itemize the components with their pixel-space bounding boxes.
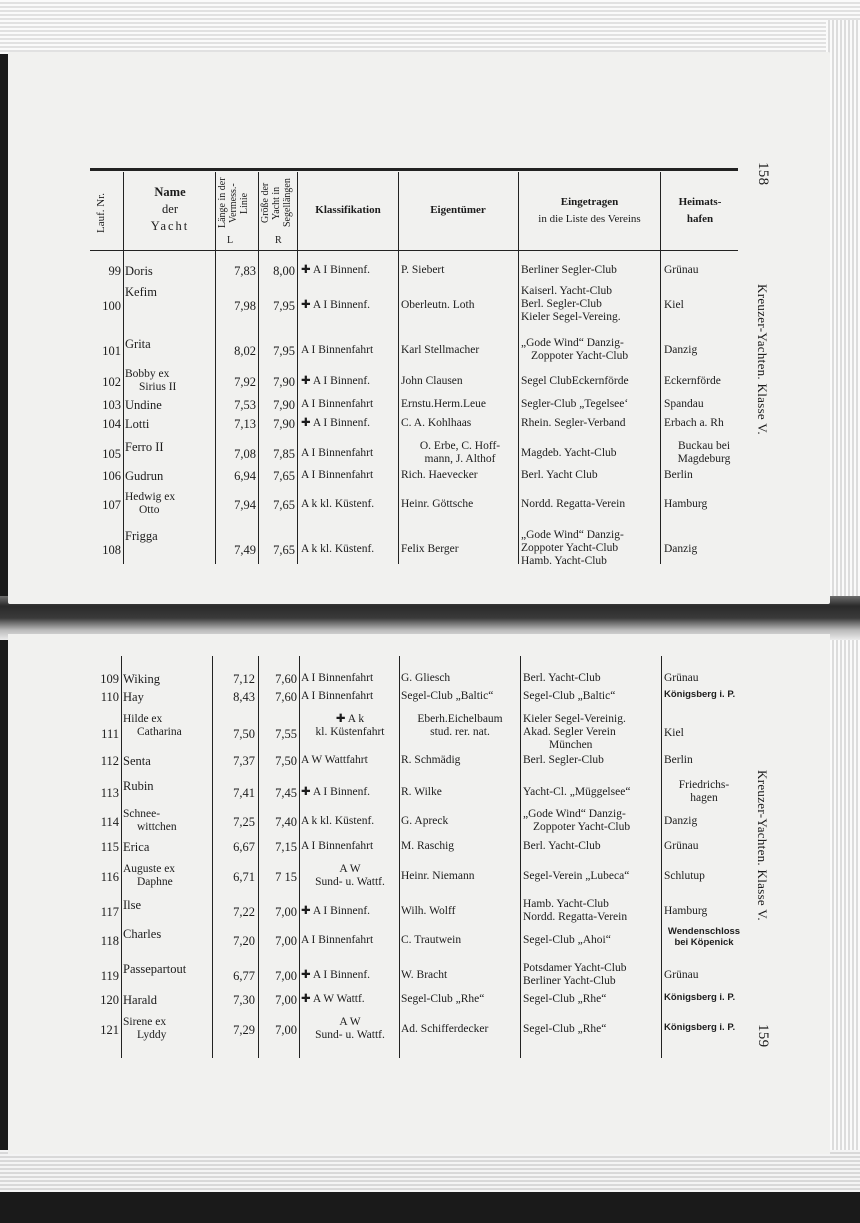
cell-r: 7,40 [275, 815, 297, 829]
cell-verein: Segel-Club „Baltic“ [523, 690, 616, 702]
cell-l: 6,77 [233, 969, 255, 983]
cell-klass: A I Binnenfahrt [301, 840, 374, 852]
cell-r: 7,65 [273, 469, 295, 483]
cell-r: 7,50 [275, 754, 297, 768]
cell-nr: 100 [102, 299, 121, 313]
cell-owner: G. Apreck [401, 815, 449, 827]
cell-owner: Karl Stellmacher [401, 344, 480, 356]
cell-klass: ✚ A I Binnenf. [301, 786, 371, 798]
cell-hafen: Königsberg i. P. [664, 1022, 736, 1033]
cell-nr: 113 [100, 786, 119, 800]
cell-verein: Berl. Yacht-Club [523, 840, 601, 852]
header-klassifikation: Klassifikation [315, 204, 381, 216]
cell-hafen: Grünau [664, 264, 699, 276]
cell-nr: 116 [100, 870, 119, 884]
cell-r: 7,55 [275, 727, 297, 741]
cell-l: 8,02 [234, 344, 256, 358]
cell-hafen: Berlin [664, 469, 693, 481]
cell-nr: 101 [102, 344, 121, 358]
cell-owner: P. Siebert [401, 264, 445, 276]
cell-hafen: Kiel [664, 727, 684, 739]
cell-owner: Heinr. Niemann [401, 870, 475, 882]
header-groesse: Größe der Yacht in Segellängen R [260, 178, 293, 246]
cell-klass: A W Sund- u. Wattf. [315, 1016, 385, 1041]
cell-owner: R. Schmädig [401, 754, 461, 766]
cell-l: 8,43 [233, 690, 255, 704]
cell-hafen: Schlutup [664, 870, 705, 882]
cell-klass: A W Sund- u. Wattf. [315, 863, 385, 888]
cell-klass: ✚ A I Binnenf. [301, 969, 371, 981]
cell-r: 7 15 [275, 870, 297, 884]
cell-nr: 103 [102, 398, 121, 412]
cell-name: Harald [123, 993, 158, 1007]
header-lauf-nr: Lauf. Nr. [95, 193, 107, 234]
cell-l: 7,50 [233, 727, 255, 741]
cell-nr: 114 [100, 815, 119, 829]
cell-l: 7,12 [233, 672, 255, 686]
book-edge-top [0, 0, 860, 54]
cell-name: Ilse [123, 898, 142, 912]
cell-owner: G. Gliesch [401, 672, 451, 684]
cell-hafen: Erbach a. Rh [664, 417, 724, 429]
cell-owner: John Clausen [401, 375, 463, 387]
cell-owner: Heinr. Göttsche [401, 498, 474, 510]
cell-owner: Eberh.Eichelbaum stud. rer. nat. [417, 713, 503, 738]
cell-klass: A I Binnenfahrt [301, 672, 374, 684]
cell-name: Bobby ex Sirius II [125, 368, 177, 393]
cell-r: 7,60 [275, 672, 297, 686]
cell-owner: M. Raschig [401, 840, 455, 852]
cell-verein: Segel-Verein „Lubeca“ [523, 870, 630, 882]
cell-owner: C. A. Kohlhaas [401, 417, 472, 429]
header-heimatshafen: Heimats- hafen [678, 196, 722, 225]
cell-r: 7,00 [275, 993, 297, 1007]
page-159 [8, 634, 830, 1154]
cell-l: 7,22 [233, 905, 255, 919]
cell-nr: 119 [100, 969, 119, 983]
cell-r: 7,95 [273, 344, 295, 358]
cell-klass: A I Binnenfahrt [301, 447, 374, 459]
cell-klass: ✚ A I Binnenf. [301, 905, 371, 917]
page-number-158: 158 [755, 162, 771, 186]
cell-verein: Kaiserl. Yacht-Club Berl. Segler-Club Kieler Segel-Vereing. [521, 285, 621, 323]
cell-nr: 105 [102, 447, 121, 461]
cell-r: 7,00 [275, 905, 297, 919]
cell-klass: A k kl. Küstenf. [301, 498, 375, 510]
cell-klass: ✚ A k kl. Küstenfahrt [315, 713, 385, 738]
header-bottom-rule [90, 250, 738, 251]
cell-nr: 117 [100, 905, 119, 919]
cell-l: 7,92 [234, 375, 256, 389]
cell-owner: Felix Berger [401, 543, 459, 555]
header-eigentuemer: Eigentümer [430, 204, 486, 216]
cell-verein: „Gode Wind“ Danzig- Zoppoter Yacht-Club [523, 808, 631, 833]
cell-hafen: Danzig [664, 543, 698, 555]
cell-name: Frigga [125, 529, 158, 543]
cell-name: Rubin [123, 779, 154, 793]
cell-nr: 120 [100, 993, 119, 1007]
cell-verein: „Gode Wind“ Danzig- Zoppoter Yacht-Club [521, 337, 629, 362]
cell-hafen: Kiel [664, 299, 684, 311]
cell-klass: ✚ A I Binnenf. [301, 375, 371, 387]
header-top-rule [90, 168, 738, 171]
cell-hafen: Königsberg i. P. [664, 992, 736, 1003]
header-eingetragen: Eingetragen in die Liste des Vereins [538, 196, 641, 225]
cell-hafen: Hamburg [664, 498, 708, 510]
cell-owner: O. Erbe, C. Hoff- mann, J. Althof [419, 440, 501, 465]
cell-verein: Nordd. Regatta-Verein [521, 498, 626, 510]
cell-nr: 108 [102, 543, 121, 557]
cell-verein: Magdeb. Yacht-Club [521, 447, 617, 459]
cell-verein: Potsdamer Yacht-Club Berliner Yacht-Club [523, 962, 627, 987]
cell-owner: Rich. Haevecker [401, 469, 478, 481]
cell-l: 7,29 [233, 1023, 255, 1037]
cell-verein: „Gode Wind“ Danzig- Zoppoter Yacht-Club Hamb. Yacht-Club [521, 529, 624, 567]
cell-r: 7,65 [273, 543, 295, 557]
cell-hafen: Friedrichs- hagen [678, 779, 730, 804]
cell-l: 7,94 [234, 498, 256, 512]
cell-l: 7,37 [233, 754, 255, 768]
cell-verein: Yacht-Cl. „Müggelsee“ [523, 786, 631, 798]
cell-owner: Ernstu.Herm.Leue [401, 398, 486, 410]
cell-l: 6,71 [233, 870, 255, 884]
cell-klass: A I Binnenfahrt [301, 690, 374, 702]
cell-nr: 112 [100, 754, 119, 768]
book-edge-bottom [0, 1150, 860, 1192]
cell-verein: Rhein. Segler-Verband [521, 417, 626, 429]
page-number-159: 159 [755, 1024, 771, 1048]
cell-klass: A I Binnenfahrt [301, 344, 374, 356]
cell-l: 6,67 [233, 840, 255, 854]
cell-nr: 111 [101, 727, 119, 741]
cell-r: 7,60 [275, 690, 297, 704]
cell-nr: 104 [102, 417, 121, 431]
cell-name: Senta [123, 754, 151, 768]
cell-nr: 115 [100, 840, 119, 854]
cell-owner: Segel-Club „Baltic“ [401, 690, 494, 702]
cell-name: Kefim [125, 285, 157, 299]
cell-owner: Wilh. Wolff [401, 905, 456, 917]
running-title-bottom: Kreuzer-Yachten. Klasse V. [755, 770, 770, 921]
cell-l: 7,25 [233, 815, 255, 829]
cell-name: Schnee- wittchen [123, 808, 177, 833]
cell-r: 7,00 [275, 969, 297, 983]
cell-verein: Segel-Club „Rhe“ [523, 1023, 607, 1035]
cell-owner: Segel-Club „Rhe“ [401, 993, 485, 1005]
cell-klass: ✚ A I Binnenf. [301, 299, 371, 311]
cell-name: Erica [123, 840, 150, 854]
cell-name: Doris [125, 264, 153, 278]
cell-r: 7,15 [275, 840, 297, 854]
cell-l: 7,98 [234, 299, 256, 313]
cell-nr: 102 [102, 375, 121, 389]
cell-l: 7,53 [234, 398, 256, 412]
cell-klass: ✚ A I Binnenf. [301, 417, 371, 429]
cell-hafen: Spandau [664, 398, 704, 410]
cell-hafen: Grünau [664, 840, 699, 852]
cell-hafen: Danzig [664, 344, 698, 356]
cell-name: Auguste ex Daphne [123, 863, 176, 888]
cell-owner: R. Wilke [401, 786, 442, 798]
cell-owner: W. Bracht [401, 969, 448, 981]
cell-r: 7,85 [273, 447, 295, 461]
cell-nr: 109 [100, 672, 119, 686]
cell-nr: 107 [102, 498, 121, 512]
cell-klass: ✚ A I Binnenf. [301, 264, 371, 276]
cell-name: Gudrun [125, 469, 164, 483]
cell-klass: A I Binnenfahrt [301, 469, 374, 481]
cell-hafen: Grünau [664, 969, 699, 981]
cell-owner: C. Trautwein [401, 934, 462, 946]
cell-l: 6,94 [234, 469, 256, 483]
cell-verein: Segler-Club „Tegelsee‘ [521, 398, 629, 410]
cell-nr: 118 [100, 934, 119, 948]
page-158 [8, 52, 830, 604]
cell-name: Undine [125, 398, 162, 412]
cell-klass: A W Wattfahrt [301, 754, 368, 766]
cell-klass: A k kl. Küstenf. [301, 543, 375, 555]
cell-owner: Oberleutn. Loth [401, 299, 475, 311]
cell-name: Hilde ex Catharina [123, 713, 182, 738]
cell-verein: Berl. Segler-Club [523, 754, 604, 766]
cell-l: 7,20 [233, 934, 255, 948]
cell-hafen: Königsberg i. P. [664, 689, 736, 700]
cell-verein: Segel-Club „Rhe“ [523, 993, 607, 1005]
cell-name: Sirene ex Lyddy [123, 1016, 167, 1041]
cell-name: Lotti [125, 417, 150, 431]
cell-verein: Berl. Yacht Club [521, 469, 598, 481]
cell-hafen: Berlin [664, 754, 693, 766]
cell-klass: A k kl. Küstenf. [301, 815, 375, 827]
cell-name: Wiking [123, 672, 160, 686]
cell-name: Charles [123, 927, 162, 941]
cell-r: 7,90 [273, 375, 295, 389]
cell-klass: A I Binnenfahrt [301, 934, 374, 946]
cell-r: 7,45 [275, 786, 297, 800]
cell-nr: 99 [108, 264, 121, 278]
cell-name: Passepartout [123, 962, 187, 976]
cell-name: Grita [125, 337, 151, 351]
cell-hafen: Danzig [664, 815, 698, 827]
cell-r: 7,90 [273, 398, 295, 412]
cell-hafen: Eckernförde [664, 375, 721, 387]
running-title-top: Kreuzer-Yachten. Klasse V. [755, 284, 770, 435]
cell-l: 7,30 [233, 993, 255, 1007]
cell-r: 7,00 [275, 1023, 297, 1037]
header-laenge: Länge in der Vermess.- Linie L [217, 177, 250, 246]
cell-l: 7,41 [233, 786, 255, 800]
cell-r: 7,95 [273, 299, 295, 313]
cell-verein: Kieler Segel-Vereinig. Akad. Segler Verein München [523, 713, 626, 751]
cell-r: 7,90 [273, 417, 295, 431]
cell-l: 7,13 [234, 417, 256, 431]
cell-r: 7,00 [275, 934, 297, 948]
cell-hafen: Wendenschloss bei Köpenick [667, 926, 741, 948]
cell-l: 7,83 [234, 264, 256, 278]
cell-r: 8,00 [273, 264, 295, 278]
cell-klass: A I Binnenfahrt [301, 398, 374, 410]
cell-hafen: Hamburg [664, 905, 708, 917]
cell-name: Hedwig ex Otto [125, 491, 176, 516]
cell-nr: 106 [102, 469, 121, 483]
cell-verein: Berl. Yacht-Club [523, 672, 601, 684]
cell-verein: Segel-Club „Ahoi“ [523, 934, 611, 946]
cell-name: Hay [123, 690, 144, 704]
cell-l: 7,49 [234, 543, 256, 557]
cell-name: Ferro II [125, 440, 164, 454]
cell-hafen: Grünau [664, 672, 699, 684]
cell-verein: Segel ClubEckernförde [521, 375, 629, 387]
cell-l: 7,08 [234, 447, 256, 461]
cell-verein: Hamb. Yacht-Club Nordd. Regatta-Verein [523, 898, 628, 923]
cell-nr: 110 [100, 690, 119, 704]
cell-verein: Berliner Segler-Club [521, 264, 617, 276]
cell-r: 7,65 [273, 498, 295, 512]
cell-nr: 121 [100, 1023, 119, 1037]
cell-hafen: Buckau bei Magdeburg [677, 440, 731, 465]
header-name: Name der Yacht [150, 185, 190, 233]
cell-owner: Ad. Schifferdecker [401, 1023, 489, 1035]
cell-klass: ✚ A W Wattf. [301, 993, 365, 1005]
